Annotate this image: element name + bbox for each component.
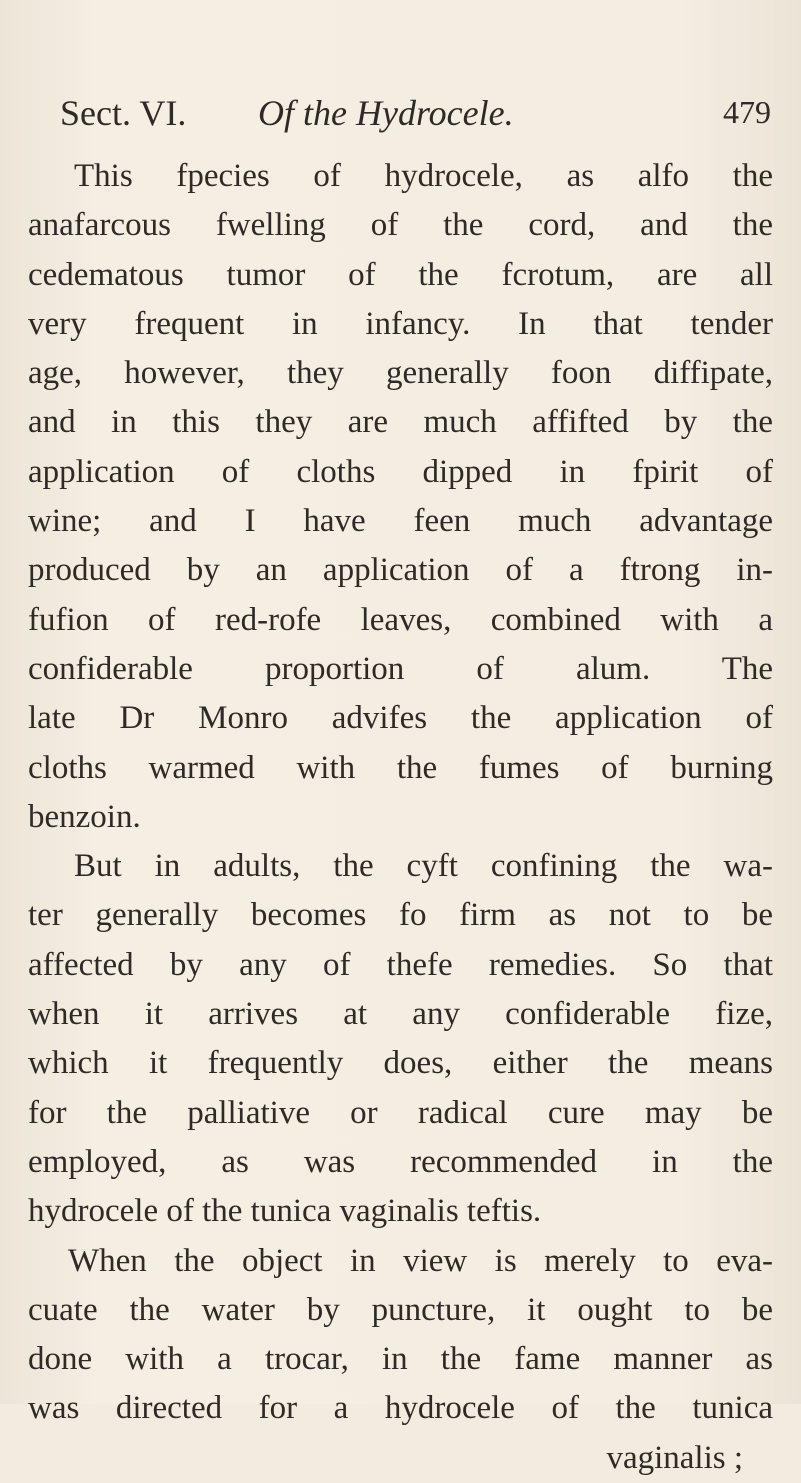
- text-line: when it arrives at any confiderable fize,: [28, 996, 773, 1033]
- text-line: fufion of red-rofe leaves, combined with a: [28, 601, 773, 638]
- text-line: cedematous tumor of the fcrotum, are all: [28, 256, 773, 293]
- text-line: late Dr Monro advifes the application of: [28, 700, 773, 737]
- text-line: hydrocele of the tunica vaginalis teftis.: [28, 1193, 542, 1230]
- text-line: and in this they are much affifted by the: [28, 404, 773, 441]
- section-label: Sect. VI.: [60, 93, 187, 133]
- text-line: for the palliative or radical cure may be: [28, 1094, 773, 1131]
- text-line: cloths warmed with the fumes of burning: [28, 749, 773, 786]
- text-line: age, however, they generally foon diffipate,: [28, 355, 773, 392]
- text-line: which it frequently does, either the means: [28, 1045, 773, 1082]
- body-text: [28, 152, 773, 1483]
- text-line: produced by an application of a ftrong in-: [28, 552, 773, 589]
- text-line: benzoin.: [28, 798, 141, 835]
- running-header: [60, 92, 771, 140]
- text-line: ter generally becomes fo firm as not to be: [28, 897, 773, 934]
- text-line: But in adults, the cyft confining the wa-: [74, 848, 773, 885]
- page-number: 479: [723, 94, 771, 130]
- catchword: vaginalis ;: [606, 1439, 743, 1476]
- text-line: very frequent in infancy. In that tender: [28, 305, 773, 342]
- text-line: was directed for a hydrocele of the tunica: [28, 1390, 773, 1427]
- text-line: employed, as was recommended in the: [28, 1143, 773, 1180]
- text-line: This fpecies of hydrocele, as alfo the: [74, 158, 773, 194]
- text-line: anafarcous fwelling of the cord, and the: [28, 207, 773, 244]
- text-line: application of cloths dipped in fpirit of: [28, 453, 773, 490]
- text-line: When the object in view is merely to eva-: [68, 1242, 773, 1279]
- text-line: wine; and I have feen much advantage: [28, 503, 773, 540]
- text-line: cuate the water by puncture, it ought to be: [28, 1291, 773, 1328]
- text-line: affected by any of thefe remedies. So that: [28, 946, 773, 983]
- chapter-title: Of the Hydrocele.: [258, 93, 514, 133]
- text-line: confiderable proportion of alum. The: [28, 650, 773, 687]
- text-line: done with a trocar, in the fame manner as: [28, 1341, 773, 1378]
